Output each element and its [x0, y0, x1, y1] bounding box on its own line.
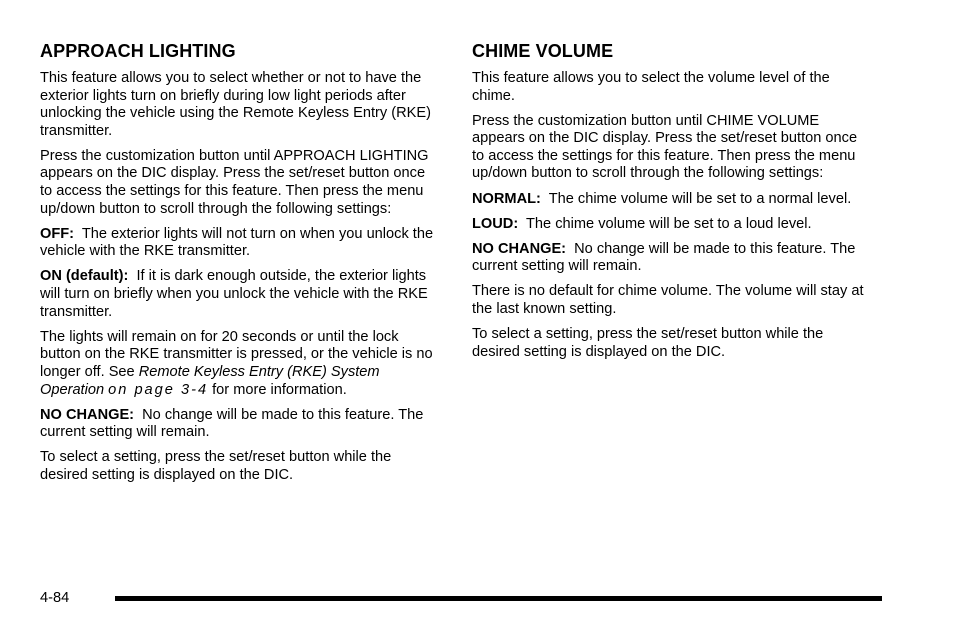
cross-reference-link[interactable]: Remote Keyless Entry (RKE) System Operation	[40, 363, 380, 398]
option-term: LOUD:	[472, 215, 519, 232]
option-text: No change will be made to this feature. The current setting will remain.	[40, 406, 424, 441]
duration-text: The lights will remain on for 20 seconds or until the lock button on the RKE transmitter is pressed, or the vehicle is no longer off. See	[40, 328, 433, 380]
option-no-change	[40, 407, 440, 442]
footer-rule	[115, 596, 882, 601]
option-term: OFF:	[40, 225, 75, 242]
option-no-change	[472, 241, 872, 276]
no-default-paragraph: There is no default for chime volume. The volume will stay at the last known setting.	[472, 283, 864, 318]
intro-paragraph: This feature allows you to select the volume level of the chime.	[472, 70, 830, 104]
select-paragraph: To select a setting, press the set/reset button while the desired setting is displayed on the DIC.	[472, 326, 824, 360]
section-approach-lighting	[40, 40, 440, 492]
option-off	[40, 226, 440, 261]
section-heading: CHIME VOLUME	[472, 41, 614, 61]
duration-text-end: for more information.	[208, 381, 347, 398]
instructions-paragraph: Press the customization button until APPROACH LIGHTING appears on the DIC display. Press the set/reset button once to access the settings for this feature. Then press the menu up/down button to scroll through the following settings:	[40, 147, 429, 217]
cross-reference-page[interactable]: on page 3-4	[108, 381, 209, 398]
option-term: NORMAL:	[472, 190, 541, 207]
option-text: The exterior lights will not turn on when you unlock the vehicle with the RKE transmitter.	[40, 225, 434, 260]
option-text: No change will be made to this feature. The current setting will remain.	[472, 240, 856, 275]
intro-paragraph: This feature allows you to select whether or not to have the exterior lights turn on briefly during low light periods after unlocking the vehicle using the Remote Keyless Entry (RKE) transmitter.	[40, 70, 431, 139]
option-loud	[472, 216, 872, 234]
option-text: The chime volume will be set to a normal level.	[548, 190, 852, 207]
option-on-default	[40, 268, 440, 321]
option-term: NO CHANGE:	[40, 406, 135, 423]
option-normal	[472, 191, 872, 209]
option-text: The chime volume will be set to a loud level.	[526, 215, 812, 232]
option-term: ON (default):	[40, 268, 129, 285]
select-paragraph: To select a setting, press the set/reset button while the desired setting is displayed on the DIC.	[40, 449, 392, 483]
section-heading: APPROACH LIGHTING	[40, 41, 236, 61]
section-chime-volume	[472, 40, 872, 369]
instructions-paragraph: Press the customization button until CHIME VOLUME appears on the DIC display. Press the set/reset button once to access the settings for this feature. Then press the menu up/down button to scroll through the following settings:	[472, 112, 858, 182]
option-text: If it is dark enough outside, the exterior lights will turn on briefly when you unlock the vehicle with the RKE transmitter.	[40, 268, 428, 320]
duration-paragraph	[40, 329, 440, 399]
option-term: NO CHANGE:	[472, 240, 567, 257]
page-number: 4-84	[40, 590, 70, 606]
